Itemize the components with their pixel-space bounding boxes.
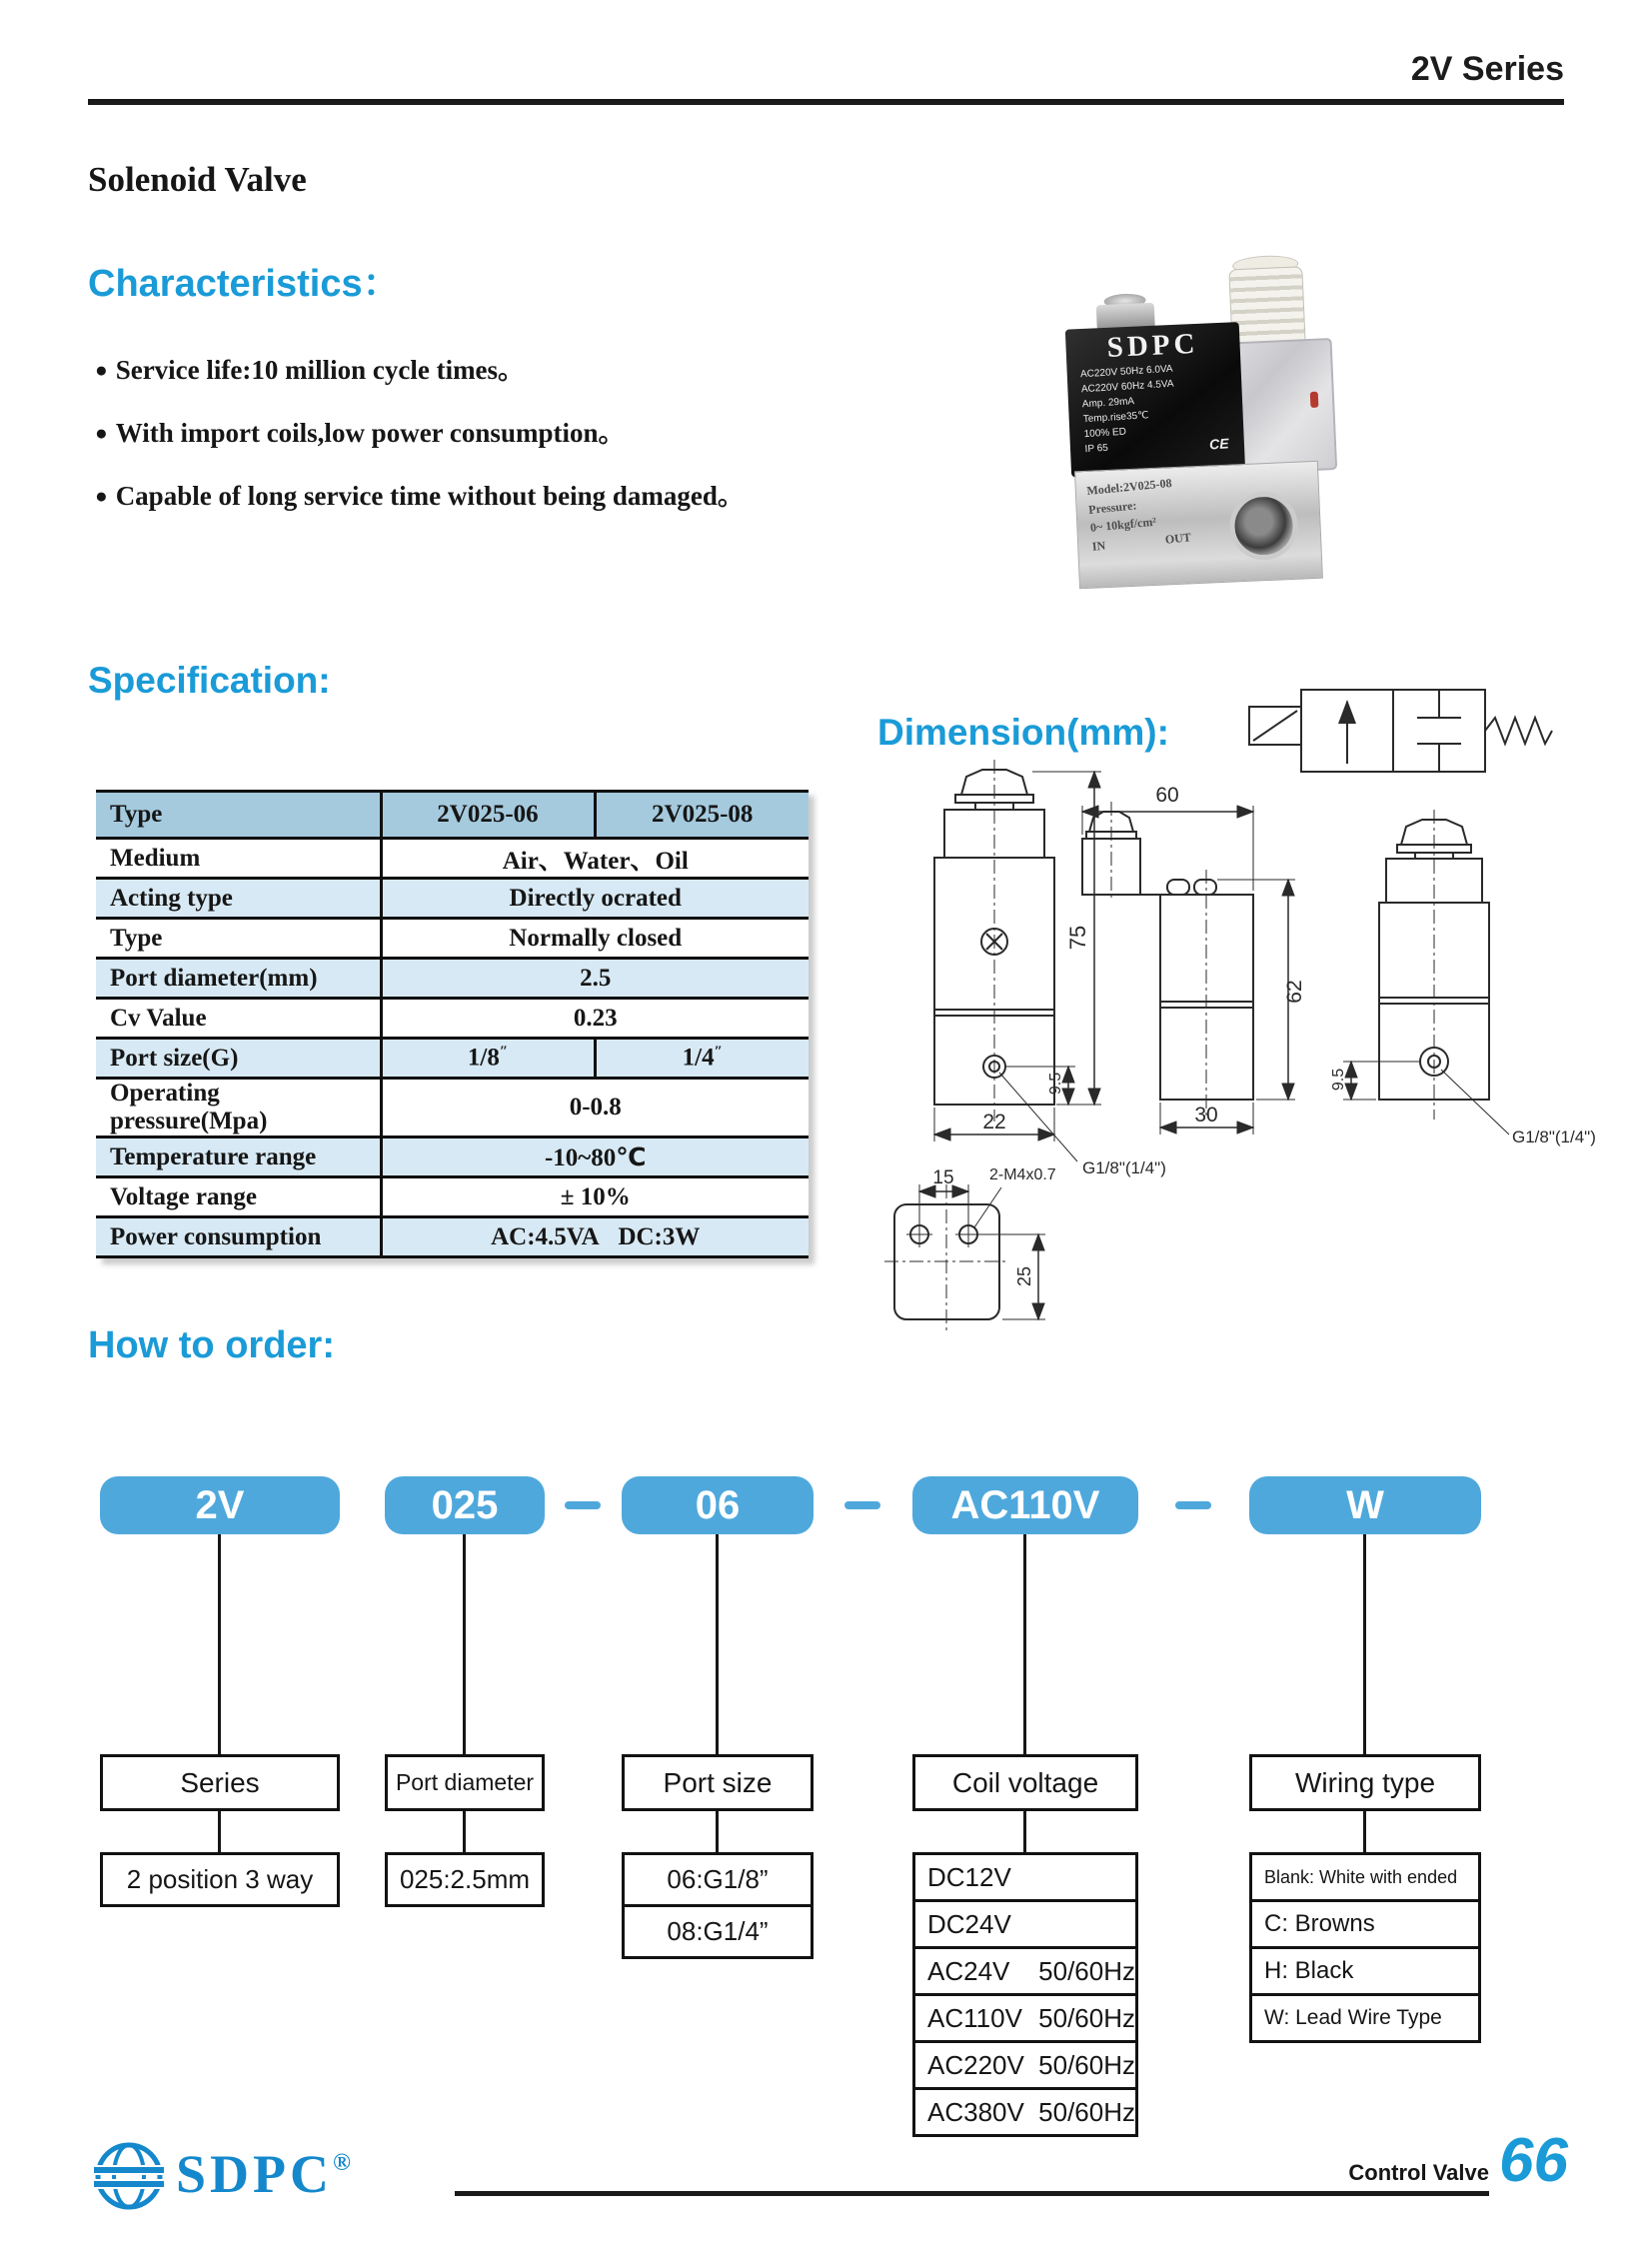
order-code-pill-port-diameter: 025 bbox=[385, 1476, 545, 1534]
bullet-icon bbox=[95, 418, 116, 448]
spec-label: Voltage range bbox=[96, 1177, 381, 1217]
spec-label: Operating pressure(Mpa) bbox=[96, 1079, 381, 1137]
voltage-value: DC12V bbox=[927, 1861, 1011, 1892]
order-label-port-size: Port size bbox=[622, 1754, 814, 1811]
registered-mark: ® bbox=[333, 2150, 355, 2176]
voltage-value: DC24V bbox=[927, 1908, 1011, 1939]
option-voltage bbox=[912, 1852, 1138, 1902]
brand-text: SDPC bbox=[176, 2144, 334, 2204]
spec-label: Cv Value bbox=[96, 999, 381, 1039]
bottom-view-drawing bbox=[884, 1184, 1045, 1334]
dimension-heading: Dimension(mm): bbox=[877, 712, 1169, 753]
dim-label-port: G1/8"(1/4") bbox=[1082, 1158, 1166, 1177]
connector-line bbox=[218, 1811, 221, 1852]
characteristic-bullet bbox=[95, 411, 625, 450]
coil-spec-line: Amp. 29mA bbox=[1081, 396, 1135, 411]
coil-brand: SDPC bbox=[1106, 327, 1200, 364]
table-row bbox=[96, 1177, 809, 1217]
spec-label: Medium bbox=[96, 839, 381, 879]
option-voltage bbox=[912, 2087, 1138, 2137]
voltage-value: AC220V bbox=[927, 2049, 1024, 2080]
inch-mark: ″ bbox=[714, 1044, 723, 1061]
characteristics-heading: Characteristics： bbox=[88, 263, 401, 305]
body-pressure-label: Pressure: bbox=[1087, 497, 1137, 517]
footer-section-label: Control Valve bbox=[1348, 2160, 1489, 2185]
bullet-text: With import coils,low power consumption。 bbox=[115, 418, 626, 448]
bullet-text: Service life:10 million cycle times。 bbox=[115, 355, 526, 385]
spec-value: -10~80℃ bbox=[381, 1137, 809, 1177]
brand-name bbox=[176, 2143, 355, 2205]
characteristic-bullet bbox=[95, 474, 745, 513]
option-wiring: H: Black bbox=[1249, 1946, 1481, 1996]
spec-value: 2V025-08 bbox=[595, 792, 809, 839]
connector-line bbox=[1363, 1811, 1366, 1852]
voltage-freq: 50/60Hz bbox=[1038, 2049, 1135, 2080]
coil-spec-line: 100% ED bbox=[1083, 426, 1127, 441]
dim-label-9.5-2: 9.5 bbox=[1330, 1068, 1347, 1092]
code-dash-icon bbox=[844, 1501, 880, 1509]
voltage-value: AC110V bbox=[927, 2002, 1022, 2033]
coil-spec-line: AC220V 50Hz 6.0VA bbox=[1079, 363, 1173, 381]
connector-cap-ribs bbox=[1228, 266, 1305, 349]
bullet-icon bbox=[95, 355, 116, 385]
dim-label-75: 75 bbox=[1065, 925, 1090, 951]
spec-value: ± 10% bbox=[381, 1177, 809, 1217]
order-label-voltage: Coil voltage bbox=[912, 1754, 1138, 1811]
dim-label-62: 62 bbox=[1283, 980, 1306, 1004]
front-view-2-drawing bbox=[1343, 810, 1509, 1134]
specification-table bbox=[96, 790, 809, 1258]
spec-label: Power consumption bbox=[96, 1217, 381, 1257]
spec-label: Type bbox=[96, 919, 381, 959]
spec-value: 0-0.8 bbox=[381, 1079, 809, 1137]
order-code-pill-series: 2V bbox=[100, 1476, 340, 1534]
header-rule bbox=[88, 99, 1564, 105]
bullet-text: Capable of long service time without being damaged。 bbox=[115, 481, 745, 511]
option-voltage bbox=[912, 1899, 1138, 1949]
spec-label: Port diameter(mm) bbox=[96, 959, 381, 999]
table-row bbox=[96, 999, 809, 1039]
coil-spec-line: IP 65 bbox=[1084, 442, 1109, 456]
spec-label: Acting type bbox=[96, 879, 381, 919]
order-heading: How to order: bbox=[88, 1324, 335, 1366]
pneumatic-symbol bbox=[1249, 690, 1552, 772]
connector-line bbox=[716, 1811, 719, 1852]
body-pressure-value: 0~ 10kgf/cm² bbox=[1089, 514, 1157, 536]
port-size-value: 1/4 bbox=[682, 1044, 715, 1072]
option-voltage bbox=[912, 2040, 1138, 2090]
ce-mark: CE bbox=[1208, 435, 1230, 453]
body-model-text: Model:2V025-08 bbox=[1085, 475, 1173, 499]
voltage-value: AC380V bbox=[927, 2096, 1024, 2127]
spec-value: Normally closed bbox=[381, 919, 809, 959]
table-row bbox=[96, 1137, 809, 1177]
dimension-drawings bbox=[849, 680, 1652, 1339]
connector-line bbox=[1363, 1534, 1366, 1754]
connector-line bbox=[1023, 1534, 1026, 1754]
coil-body bbox=[1065, 322, 1245, 477]
brand-globe-icon bbox=[92, 2139, 166, 2213]
code-dash-icon bbox=[565, 1501, 601, 1509]
option-wiring: Blank: White with ended bbox=[1249, 1852, 1481, 1902]
connector-line bbox=[463, 1534, 466, 1754]
voltage-freq: 50/60Hz bbox=[1038, 2096, 1135, 2127]
code-dash-icon bbox=[1175, 1501, 1211, 1509]
dim-label-thread: 2-M4x0.7 bbox=[989, 1166, 1056, 1183]
order-code-pill-voltage: AC110V bbox=[912, 1476, 1138, 1534]
body-in-label: IN bbox=[1091, 538, 1106, 554]
spec-value: Directly ocrated bbox=[381, 879, 809, 919]
specification-heading: Specification: bbox=[88, 660, 331, 701]
port-size-value: 1/8 bbox=[467, 1044, 500, 1072]
order-label-wiring: Wiring type bbox=[1249, 1754, 1481, 1811]
table-row bbox=[96, 792, 809, 839]
connector-line bbox=[1023, 1811, 1026, 1852]
bullet-icon bbox=[95, 481, 116, 511]
page-title: Solenoid Valve bbox=[88, 160, 307, 199]
option-series: 2 position 3 way bbox=[100, 1852, 340, 1907]
voltage-value: AC24V bbox=[927, 1955, 1010, 1986]
dim-label-60: 60 bbox=[1155, 784, 1179, 807]
footer-rule bbox=[455, 2191, 1489, 2196]
dim-label-15: 15 bbox=[932, 1167, 954, 1188]
dim-label-9.5: 9.5 bbox=[1047, 1072, 1064, 1096]
spec-label: Port size(G) bbox=[96, 1039, 381, 1079]
order-code-pill-port-size: 06 bbox=[622, 1476, 814, 1534]
inch-mark: ″ bbox=[499, 1044, 509, 1061]
connector-led bbox=[1310, 392, 1319, 408]
voltage-freq: 50/60Hz bbox=[1038, 2002, 1135, 2033]
spec-label: Type bbox=[96, 792, 381, 839]
port-hole bbox=[1228, 491, 1299, 562]
power-ac: AC:4.5VA bbox=[491, 1222, 600, 1250]
dim-label-22: 22 bbox=[982, 1111, 1006, 1133]
table-row bbox=[96, 839, 809, 879]
spec-value bbox=[381, 1039, 595, 1079]
page-number: 66 bbox=[1499, 2126, 1568, 2195]
table-row bbox=[96, 1079, 809, 1137]
spec-value: 2V025-06 bbox=[381, 792, 595, 839]
table-row bbox=[96, 959, 809, 999]
dim-label-30: 30 bbox=[1194, 1104, 1218, 1127]
voltage-freq: 50/60Hz bbox=[1038, 1955, 1135, 1986]
spec-value bbox=[595, 1039, 809, 1079]
option-wiring: W: Lead Wire Type bbox=[1249, 1993, 1481, 2043]
option-port-diameter: 025:2.5mm bbox=[385, 1852, 545, 1907]
table-row bbox=[96, 1217, 809, 1257]
power-dc: DC:3W bbox=[618, 1222, 701, 1250]
coil-spec-line: AC220V 60Hz 4.5VA bbox=[1080, 378, 1174, 396]
table-row bbox=[96, 1039, 809, 1079]
side-view-drawing bbox=[1082, 802, 1295, 1134]
order-code-pill-wiring: W bbox=[1249, 1476, 1481, 1534]
option-voltage bbox=[912, 1993, 1138, 2043]
page-series-title: 2V Series bbox=[1410, 50, 1564, 88]
option-port-size: 06:G1/8” bbox=[622, 1852, 814, 1907]
body-out-label: OUT bbox=[1164, 530, 1192, 547]
product-photo bbox=[1039, 228, 1399, 618]
valve-body bbox=[1074, 461, 1323, 590]
spec-value: 2.5 bbox=[381, 959, 809, 999]
order-label-series: Series bbox=[100, 1754, 340, 1811]
connector-line bbox=[463, 1811, 466, 1852]
spec-value: Air、Water、Oil bbox=[381, 839, 809, 879]
option-wiring: C: Browns bbox=[1249, 1899, 1481, 1949]
connector-line bbox=[218, 1534, 221, 1754]
characteristic-bullet bbox=[95, 348, 525, 387]
option-port-size: 08:G1/4” bbox=[622, 1904, 814, 1959]
spec-value bbox=[381, 1217, 809, 1257]
option-voltage bbox=[912, 1946, 1138, 1996]
table-row bbox=[96, 879, 809, 919]
connector-line bbox=[716, 1534, 719, 1754]
order-label-port-diameter: Port diameter bbox=[385, 1754, 545, 1811]
spec-label: Temperature range bbox=[96, 1137, 381, 1177]
spec-value: 0.23 bbox=[381, 999, 809, 1039]
dim-label-port-2: G1/8"(1/4") bbox=[1512, 1128, 1596, 1146]
front-view-drawing bbox=[934, 760, 1101, 1161]
table-row bbox=[96, 919, 809, 959]
coil-spec-line: Temp.rise35℃ bbox=[1082, 410, 1149, 426]
dim-label-25: 25 bbox=[1014, 1265, 1034, 1287]
